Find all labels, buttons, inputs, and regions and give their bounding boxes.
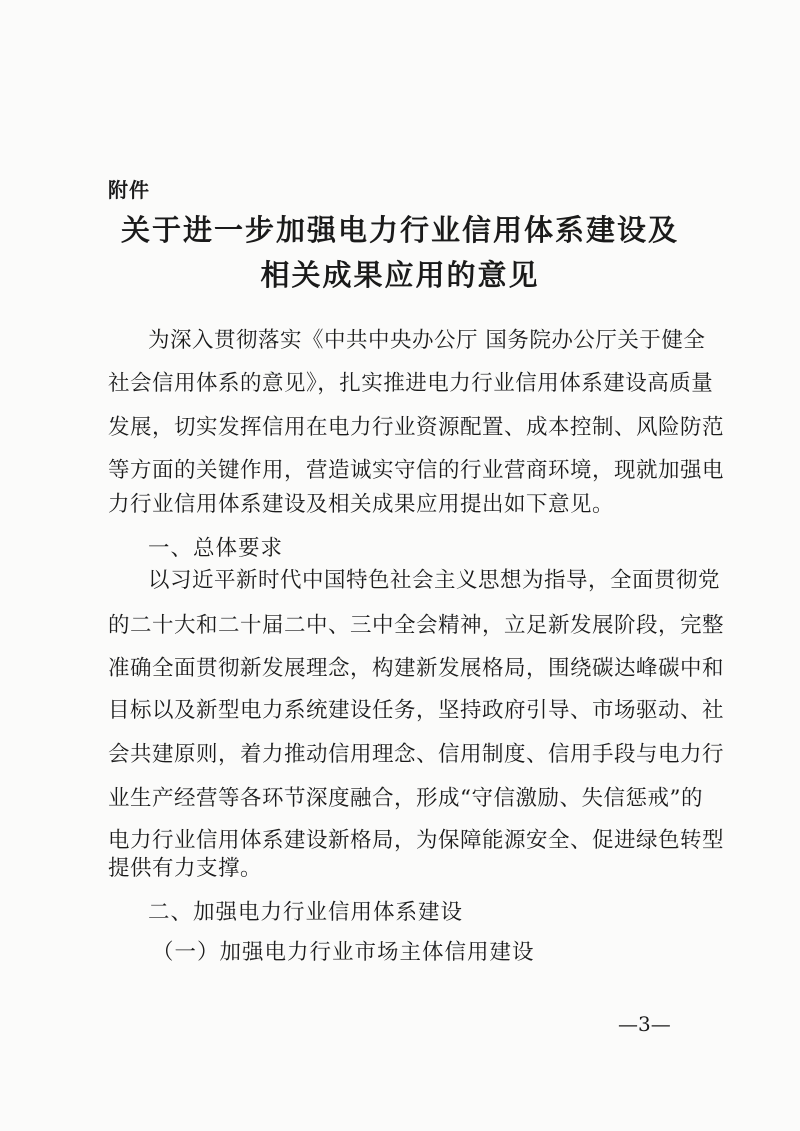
section-heading-2: 二、加强电力行业信用体系建设 — [148, 900, 464, 925]
intro-line: 社会信用体系的意见》，扎实推进电力行业信用体系建设高质量 — [108, 371, 714, 396]
document-title-line-1: 关于进一步加强电力行业信用体系建设及 — [120, 213, 679, 247]
section1-line: 会共建原则，着力推动信用理念、信用制度、信用手段与电力行 — [108, 742, 725, 767]
intro-line: 力行业信用体系建设及相关成果应用提出如下意见。 — [108, 492, 615, 517]
section1-line: 以习近平新时代中国特色社会主义思想为指导，全面贯彻党 — [148, 568, 721, 593]
intro-line: 等方面的关键作用，营造诚实守信的行业营商环境，现就加强电 — [108, 458, 725, 483]
section1-line: 业生产经营等各环节深度融合，形成“守信激励、失信惩戒”的 — [108, 786, 703, 811]
intro-line: 为深入贯彻落实《中共中央办公厅 国务院办公厅关于健全 — [148, 328, 706, 353]
page-number: —3— — [618, 1012, 671, 1036]
section1-line: 提供有力支撑。 — [108, 856, 263, 881]
subsection-heading-1: （一）加强电力行业市场主体信用建设 — [152, 940, 535, 965]
document-title-line-2: 相关成果应用的意见 — [260, 258, 540, 292]
section1-line: 目标以及新型电力系统建设任务，坚持政府引导、市场驱动、社 — [108, 698, 725, 723]
section1-line: 的二十大和二十届二中、三中全会精神，立足新发展阶段，完整 — [108, 613, 725, 638]
section1-line: 电力行业信用体系建设新格局，为保障能源安全、促进绿色转型 — [108, 828, 725, 853]
intro-line: 发展，切实发挥信用在电力行业资源配置、成本控制、风险防范 — [108, 415, 725, 440]
attachment-label: 附件 — [108, 178, 150, 202]
section1-line: 准确全面贯彻新发展理念，构建新发展格局，围绕碳达峰碳中和 — [108, 656, 725, 681]
section-heading-1: 一、总体要求 — [148, 536, 284, 561]
